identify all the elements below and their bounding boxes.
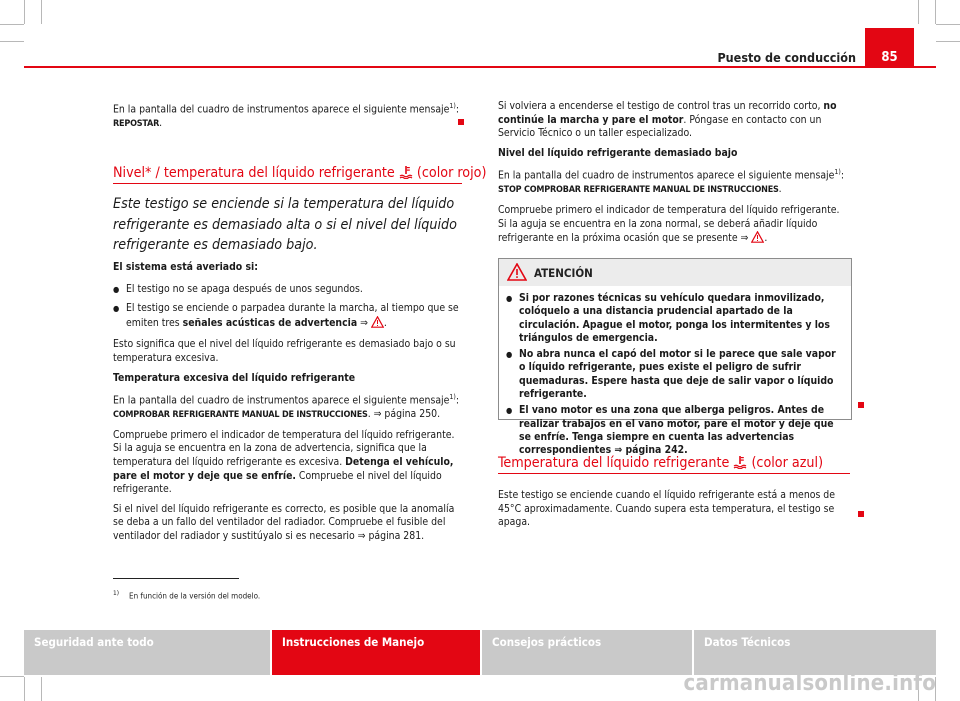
paragraph: Compruebe primero el indicador de temperatura del líquido refrigerante. Si la aguja se encuentra en la zona normal, se deberá añadir líquido refrigerante en la próxima ocasión que se presente ⇒ . <box>498 204 850 248</box>
footnote: $^{1)}$ En función de la versión del modelo. <box>113 589 261 601</box>
tab-consejos[interactable]: Consejos prácticos <box>482 630 692 675</box>
list-item: ● El vano motor es una zona que alberga peligros. Antes de realizar trabajos en el vano motor, pare el motor y deje que se enfríe. Tenga siempre en cuenta las advertencias correspondientes ⇒ página 242. <box>506 404 844 457</box>
end-of-section-mark <box>858 511 864 517</box>
crop-mark <box>0 41 24 42</box>
coolant-temperature-icon <box>733 455 751 471</box>
crop-mark <box>0 24 24 25</box>
crop-mark <box>41 677 42 701</box>
section-title: Puesto de conducción <box>717 50 856 65</box>
left-intro: En la pantalla del cuadro de instrumentos aparece el siguiente mensaje$^{1)}$: REPOSTAR. <box>113 102 460 130</box>
display-message: COMPROBAR REFRIGERANTE MANUAL DE INSTRUCCIONES <box>113 410 368 421</box>
crop-mark <box>0 676 24 677</box>
crop-mark <box>918 0 919 24</box>
warning-title: ATENCIÓN <box>534 266 593 280</box>
paragraph: Esto significa que el nivel del líquido refrigerante es demasiado bajo o su temperatura excesiva. <box>113 338 456 364</box>
crop-mark <box>24 677 25 701</box>
tab-instrucciones[interactable]: Instrucciones de Manejo <box>272 630 480 675</box>
footnote-rule <box>113 578 239 579</box>
paragraph: Este testigo se enciende cuando el líquido refrigerante está a menos de 45°C aproximadamente. Cuando supera esta temperatura, el testigo se apaga. <box>498 489 835 529</box>
crop-mark <box>936 24 960 25</box>
end-of-section-mark <box>458 119 464 125</box>
paragraph: En la pantalla del cuadro de instrumentos aparece el siguiente mensaje$^{1)}$: STOP COMPROBAR REFRIGERANTE MANUAL DE INSTRUCCIONES. <box>498 168 845 196</box>
paragraph: Si volviera a encenderse el testigo de control tras un recorrido corto, no continúe la marcha y pare el motor. Póngase en contacto con un Servicio Técnico o un taller especializado. <box>498 100 837 140</box>
crop-mark <box>936 41 960 42</box>
paragraph: En la pantalla del cuadro de instrumentos aparece el siguiente mensaje$^{1)}$: COMPROBAR REFRIGERANTE MANUAL DE INSTRUCCIONES. ⇒ página 250. <box>113 393 460 421</box>
section-heading-red: Nivel* / temperatura del líquido refrigerante (color rojo) <box>113 165 462 184</box>
left-body <box>113 261 463 550</box>
list-item: ● El testigo se enciende o parpadea durante la marcha, al tiempo que se emiten tres señales acústicas de advertencia ⇒ . <box>113 302 463 332</box>
subheading: El sistema está averiado si: <box>113 261 258 273</box>
crop-mark <box>24 0 25 24</box>
warning-box <box>498 258 852 457</box>
warning-body <box>499 286 851 458</box>
tab-datos[interactable]: Datos Técnicos <box>694 630 936 675</box>
page-number: 85 <box>865 28 914 68</box>
section-heading-blue: Temperatura del líquido refrigerante (color azul) <box>498 455 850 474</box>
crop-mark <box>41 0 42 24</box>
right-body <box>498 100 850 254</box>
list-item: ● Si por razones técnicas su vehículo quedara inmovilizado, colóquelo a una distancia prudencial apartado de la circulación. Apague el motor, ponga los intermitentes y los triángulos de emergencia. <box>506 292 844 345</box>
list-item: ● No abra nunca el capó del motor si le parece que sale vapor o líquido refrigerante, pues existe el peligro de sufrir quemaduras. Espere hasta que deje de salir vapor o líquido refrigerante. <box>506 348 844 401</box>
display-message: STOP COMPROBAR REFRIGERANTE MANUAL DE INSTRUCCIONES <box>498 185 779 196</box>
warning-triangle-icon <box>371 316 384 333</box>
subheading: Nivel del líquido refrigerante demasiado bajo <box>498 146 738 159</box>
subheading: Temperatura excesiva del líquido refrigerante <box>113 371 356 384</box>
lead-paragraph: Este testigo se enciende si la temperatura del líquido refrigerante es demasiado alta o si el nivel del líquido refrigerante es demasiado bajo. <box>113 196 457 253</box>
warning-header <box>499 259 851 286</box>
crop-mark <box>935 0 936 24</box>
end-of-section-mark <box>858 402 864 408</box>
paragraph: Si el nivel del líquido refrigerante es correcto, es posible que la anomalía se deba a un fallo del ventilador del radiador. Compruebe el fusible del ventilador del radiador y sustitúyalo si es necesario ⇒ página 281. <box>113 502 455 542</box>
coolant-temperature-icon <box>399 165 417 181</box>
paragraph: Compruebe primero el indicador de temperatura del líquido refrigerante. Si la aguja se encuentra en la zona de advertencia, significa que la temperatura del líquido refrigerante es excesiva. Detenga el vehículo, pare el motor y deje que se enfríe. Compruebe el nivel del líquido refrigerante. <box>113 428 455 496</box>
header-rule <box>24 66 936 68</box>
warning-triangle-icon <box>751 231 764 248</box>
warning-triangle-icon <box>507 263 527 285</box>
display-message: REPOSTAR <box>113 119 160 130</box>
list-item: ● El testigo no se apaga después de unos segundos. <box>113 283 463 297</box>
watermark: carmanualsonline.info <box>683 671 936 696</box>
tab-seguridad[interactable]: Seguridad ante todo <box>24 630 270 675</box>
